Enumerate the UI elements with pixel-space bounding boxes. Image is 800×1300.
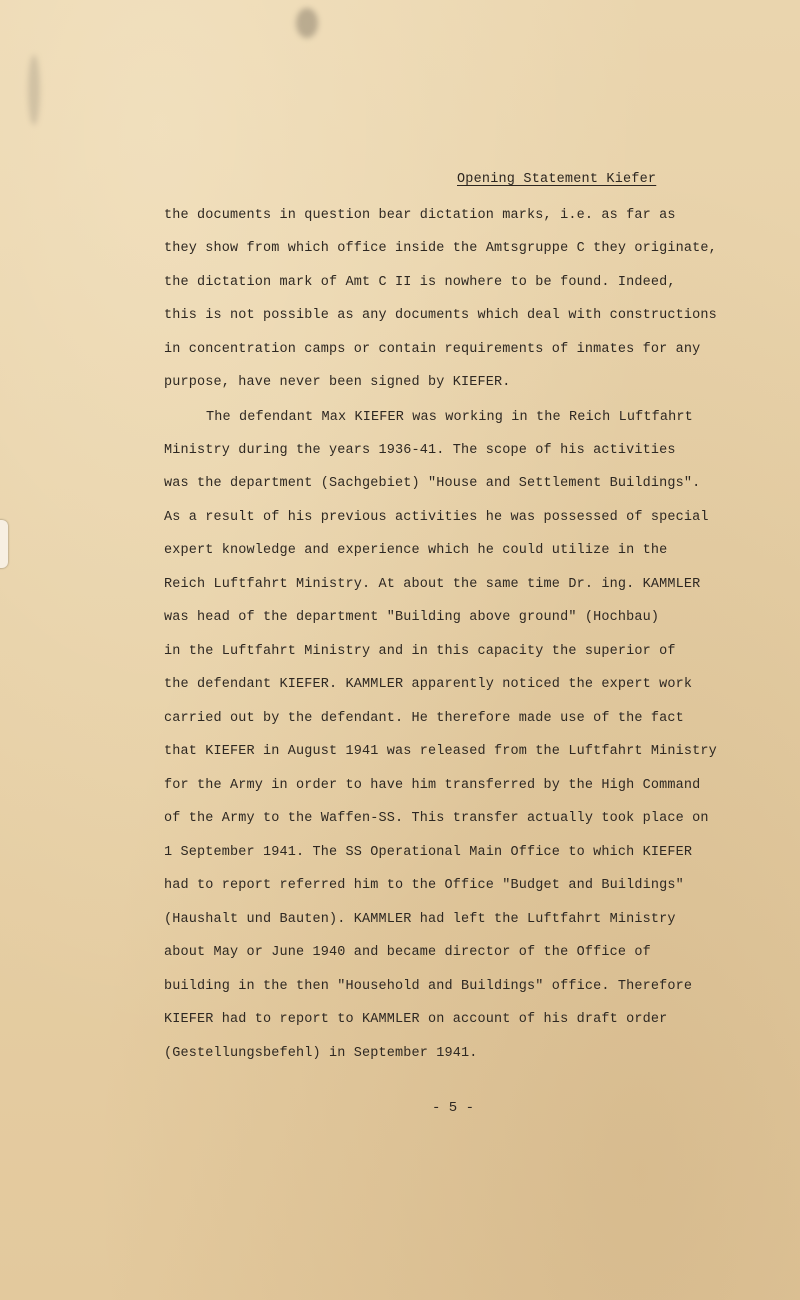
text-line: this is not possible as any documents which deal with constructions	[164, 308, 717, 323]
text-line: of the Army to the Waffen-SS. This transfer actually took place on	[164, 811, 709, 826]
text-line: building in the then "Household and Buildings" office. Therefore	[164, 979, 693, 994]
text-line: The defendant Max KIEFER was working in the Reich Luftfahrt	[206, 410, 693, 425]
stain-mark	[28, 55, 40, 125]
text-line: about May or June 1940 and became director of the Office of	[164, 945, 651, 960]
text-line: KIEFER had to report to KAMMLER on account of his draft order	[164, 1012, 668, 1027]
stain-mark	[296, 8, 318, 38]
text-line: was the department (Sachgebiet) "House and Settlement Buildings".	[164, 476, 701, 491]
text-line: (Haushalt und Bauten). KAMMLER had left the Luftfahrt Ministry	[164, 912, 676, 927]
text-line: Ministry during the years 1936-41. The scope of his activities	[164, 443, 676, 458]
text-line: for the Army in order to have him transferred by the High Command	[164, 778, 701, 793]
text-line: the defendant KIEFER. KAMMLER apparently noticed the expert work	[164, 677, 693, 692]
text-line: was head of the department "Building above ground" (Hochbau)	[164, 610, 660, 625]
page-number: - 5 -	[432, 1100, 475, 1116]
text-line: in concentration camps or contain requirements of inmates for any	[164, 342, 701, 357]
text-line: had to report referred him to the Office "Budget and Buildings"	[164, 878, 684, 893]
text-line: in the Luftfahrt Ministry and in this capacity the superior of	[164, 644, 676, 659]
text-line: expert knowledge and experience which he could utilize in the	[164, 543, 668, 558]
text-line: that KIEFER in August 1941 was released from the Luftfahrt Ministry	[164, 744, 717, 759]
text-line: As a result of his previous activities he was possessed of special	[164, 510, 709, 525]
text-line: 1 September 1941. The SS Operational Main Office to which KIEFER	[164, 845, 693, 860]
punch-hole	[0, 520, 8, 568]
text-line: purpose, have never been signed by KIEFER.	[164, 375, 511, 390]
text-line: the documents in question bear dictation marks, i.e. as far as	[164, 208, 676, 223]
text-line: they show from which office inside the Amtsgruppe C they originate,	[164, 241, 717, 256]
text-line: the dictation mark of Amt C II is nowhere to be found. Indeed,	[164, 275, 676, 290]
text-line: Reich Luftfahrt Ministry. At about the same time Dr. ing. KAMMLER	[164, 577, 701, 592]
page-heading: Opening Statement Kiefer	[457, 172, 657, 187]
text-line: carried out by the defendant. He therefore made use of the fact	[164, 711, 684, 726]
text-line: (Gestellungsbefehl) in September 1941.	[164, 1046, 478, 1061]
